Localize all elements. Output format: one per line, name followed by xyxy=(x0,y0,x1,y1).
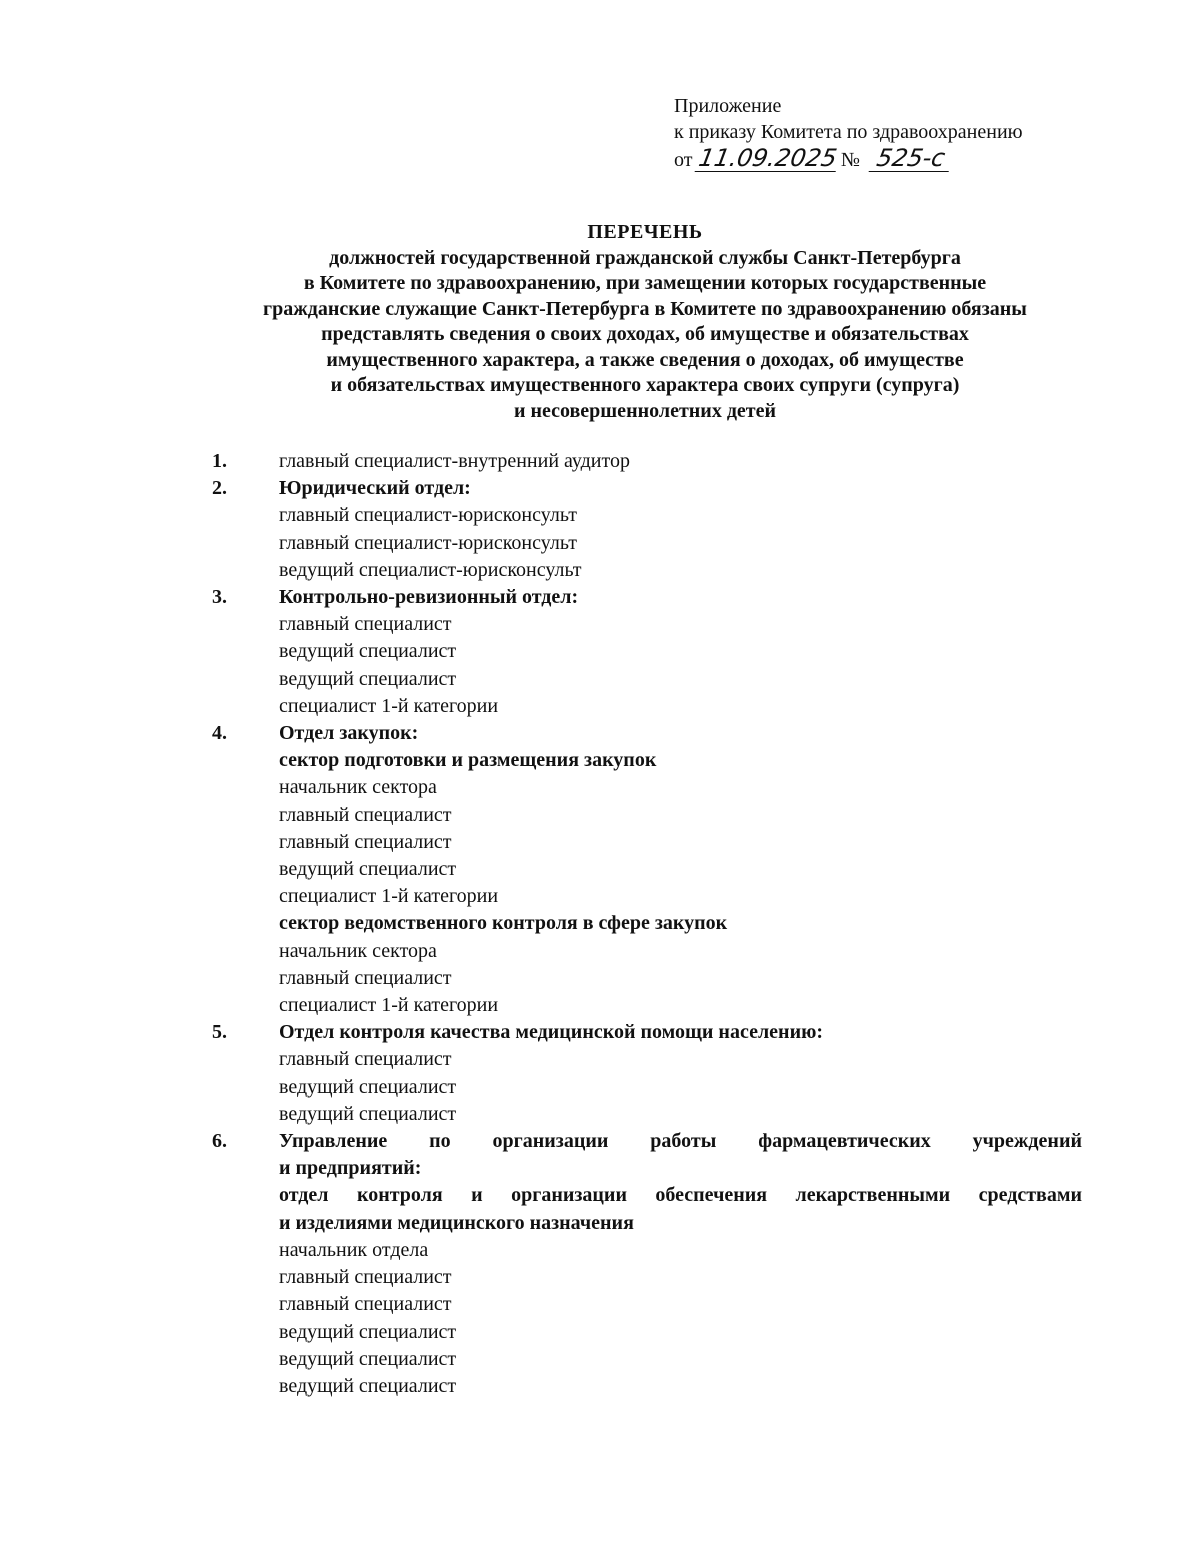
item-number: 1. xyxy=(212,450,227,472)
position: ведущий специалист xyxy=(279,640,457,663)
list-item-6 xyxy=(212,1128,1082,1400)
from-label: от xyxy=(674,149,693,171)
position: специалист 1-й категории xyxy=(279,994,499,1017)
position: ведущий специалист xyxy=(279,667,457,690)
document-title-block xyxy=(200,220,1090,424)
position: начальник сектора xyxy=(279,776,437,799)
position: главный специалист xyxy=(279,613,452,636)
sector-heading-continued: и изделиями медицинского назначения xyxy=(279,1211,634,1234)
item-number: 3. xyxy=(212,586,227,609)
position: ведущий специалист xyxy=(279,858,457,881)
document-title: ПЕРЕЧЕНЬ xyxy=(587,221,703,243)
department-heading: Юридический отдел: xyxy=(279,477,471,500)
department-heading: Отдел контроля качества медицинской помощи населению: xyxy=(279,1021,824,1044)
list-item-5 xyxy=(212,1019,1082,1128)
order-reference: к приказу Комитета по здравоохранению xyxy=(674,121,1023,143)
title-line: гражданские служащие Санкт-Петербурга в Комитете по здравоохранению обязаны xyxy=(263,297,1027,320)
position: специалист 1-й категории xyxy=(279,885,499,908)
position: главный специалист-внутренний аудитор xyxy=(279,450,630,472)
position: главный специалист-юрисконсульт xyxy=(279,504,577,527)
sector-heading: сектор ведомственного контроля в сфере закупок xyxy=(279,912,728,935)
department-heading: Отдел закупок: xyxy=(279,722,419,745)
position: ведущий специалист xyxy=(279,1320,457,1343)
order-date-number xyxy=(674,145,1094,173)
title-line: и несовершеннолетних детей xyxy=(513,399,777,422)
position: главный специалист xyxy=(279,1048,452,1071)
position: начальник сектора xyxy=(279,939,437,962)
appendix-label: Приложение xyxy=(674,95,782,117)
position: главный специалист xyxy=(279,803,452,826)
list-item-2 xyxy=(212,475,1082,584)
item-number: 2. xyxy=(212,477,227,500)
item-number: 5. xyxy=(212,1021,227,1044)
list-item-1 xyxy=(212,448,1082,475)
title-line: должностей государственной гражданской службы Санкт-Петербурга xyxy=(329,246,961,269)
position: ведущий специалист-юрисконсульт xyxy=(279,558,582,581)
department-heading: Управление по организации работы фармацевтических учреждений xyxy=(279,1130,1082,1153)
position: специалист 1-й категории xyxy=(279,694,499,717)
handwritten-order-number: 525-с xyxy=(869,145,953,172)
title-line: имущественного характера, а также сведения о доходах, об имуществе xyxy=(326,348,964,371)
sector-heading: отдел контроля и организации обеспечения лекарственными средствами xyxy=(279,1184,1082,1207)
title-line: и обязательствах имущественного характера своих супруги (супруга) xyxy=(330,374,960,396)
position: главный специалист xyxy=(279,1293,452,1316)
department-heading: Контрольно-ревизионный отдел: xyxy=(279,586,579,609)
positions-list xyxy=(212,448,1082,1400)
position: ведущий специалист xyxy=(279,1102,457,1125)
item-number: 6. xyxy=(212,1130,227,1153)
position: ведущий специалист xyxy=(279,1347,457,1370)
title-line: в Комитете по здравоохранению, при замещении которых государственные xyxy=(303,272,987,294)
sector-heading: сектор подготовки и размещения закупок xyxy=(279,749,657,772)
position: главный специалист xyxy=(279,966,452,989)
position: начальник отдела xyxy=(279,1238,429,1261)
appendix-header xyxy=(674,93,1094,173)
number-label: № xyxy=(840,149,860,171)
list-item-4 xyxy=(212,720,1082,1019)
item-number: 4. xyxy=(212,722,227,745)
position: главный специалист xyxy=(279,830,452,853)
department-heading-continued: и предприятий: xyxy=(279,1157,422,1180)
title-line: представлять сведения о своих доходах, об имуществе и обязательствах xyxy=(321,323,969,345)
position: ведущий специалист xyxy=(279,1374,457,1397)
position: ведущий специалист xyxy=(279,1075,457,1098)
position: главный специалист xyxy=(279,1266,452,1289)
position: главный специалист-юрисконсульт xyxy=(279,531,577,554)
handwritten-date: 11.09.2025 xyxy=(697,144,840,172)
list-item-3 xyxy=(212,584,1082,720)
